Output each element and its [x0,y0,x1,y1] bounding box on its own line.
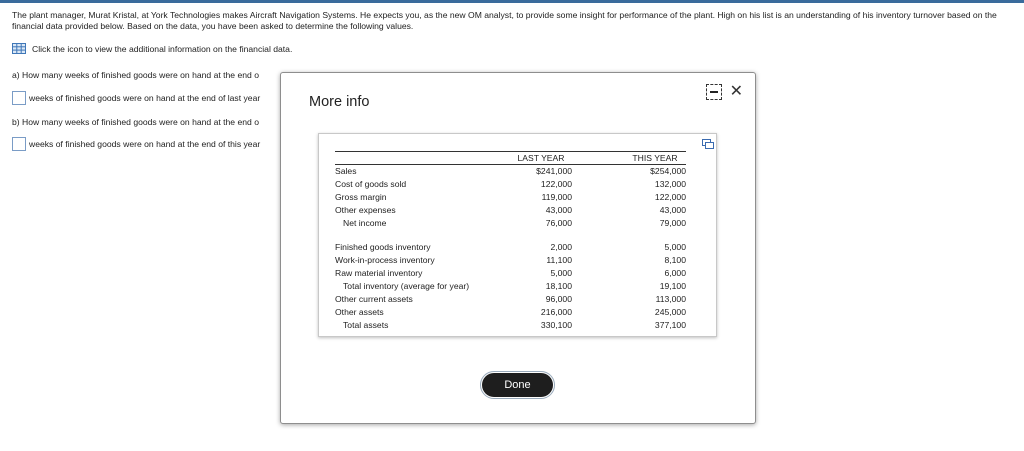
row-this-year-value: 79,000 [659,218,686,228]
table-row [335,165,686,178]
close-icon[interactable]: ✕ [729,83,743,100]
table-row [335,241,686,254]
header-label-cell [335,152,510,165]
row-this-year-value: 5,000 [664,242,686,252]
answer-a-input[interactable] [12,91,26,105]
row-last-year-value: 330,100 [540,320,572,330]
top-accent-bar [0,0,1024,3]
row-last-year-value: 76,000 [545,218,572,228]
row-label: Net income [343,218,387,228]
done-button[interactable]: Done [482,373,553,397]
row-this-year-value: 122,000 [654,192,686,202]
question-a: a) How many weeks of finished goods were on hand at the end o [12,70,259,80]
table-row [335,254,686,267]
row-this-year-value: 113,000 [655,294,686,304]
problem-statement: The plant manager, Murat Kristal, at York Technologies makes Aircraft Navigation Systems. He expects you, as the new OM analyst, to provide some insight for performance of the plant. High on his list is an understanding of his inventory turnover based on the financial data provided below. Based on the data, you have been asked to determine the following values. [12,10,997,31]
financial-data-card [318,133,717,337]
table-row [335,267,686,280]
table-row [335,319,686,332]
table-row [335,217,686,230]
click-info-text: Click the icon to view the additional information on the financial data. [32,43,293,54]
row-label: Other current assets [335,294,413,304]
row-label: Finished goods inventory [335,242,431,252]
row-this-year-value: $254,000 [650,166,686,177]
row-label: Gross margin [335,192,387,202]
row-this-year-value: 8,100 [664,255,686,265]
row-this-year-value: 245,000 [654,307,686,317]
row-label: Total assets [343,320,389,330]
table-row [335,178,686,191]
answer-a-row [12,91,260,105]
header-this-year: THIS YEAR [624,152,686,165]
answer-a-suffix: weeks of finished goods were on hand at the end of last year [29,93,261,103]
more-info-dialog [280,72,756,424]
dialog-controls [706,84,743,100]
answer-b-suffix: weeks of finished goods were on hand at the end of this year [29,139,261,149]
row-last-year-value: 2,000 [550,242,572,252]
minimize-icon[interactable] [706,84,722,100]
table-grid-icon[interactable] [12,43,26,54]
row-last-year-value: 216,000 [540,307,572,317]
row-this-year-value: 19,100 [659,281,686,291]
row-last-year-value: 43,000 [545,205,572,215]
row-this-year-value: 43,000 [659,205,686,215]
financial-table [335,151,686,332]
header-last-year: LAST YEAR [510,152,572,165]
row-last-year-value: 122,000 [540,179,572,189]
row-this-year-value: 132,000 [654,179,686,189]
row-label: Other assets [335,307,384,317]
table-row [335,204,686,217]
click-info-row [12,43,292,54]
question-b: b) How many weeks of finished goods were on hand at the end o [12,117,259,127]
row-last-year-value: 18,100 [545,281,572,291]
row-this-year-value: 6,000 [664,268,686,278]
row-label: Cost of goods sold [335,179,407,189]
row-last-year-value: 96,000 [545,294,572,304]
answer-b-row [12,137,260,151]
table-row [335,191,686,204]
row-last-year-value: $241,000 [536,166,572,177]
row-label: Sales [335,166,357,177]
row-last-year-value: 119,000 [541,192,572,202]
copy-icon[interactable] [702,139,711,146]
row-last-year-value: 5,000 [550,268,572,278]
row-label: Work-in-process inventory [335,255,435,265]
answer-b-input[interactable] [12,137,26,151]
table-row [335,306,686,319]
row-this-year-value: 377,100 [654,320,686,330]
dialog-title: More info [309,94,370,110]
row-label: Total inventory (average for year) [343,281,470,291]
row-label: Raw material inventory [335,268,423,278]
row-label: Other expenses [335,205,396,215]
table-row [335,293,686,306]
row-last-year-value: 11,100 [546,255,572,265]
table-row [335,280,686,293]
